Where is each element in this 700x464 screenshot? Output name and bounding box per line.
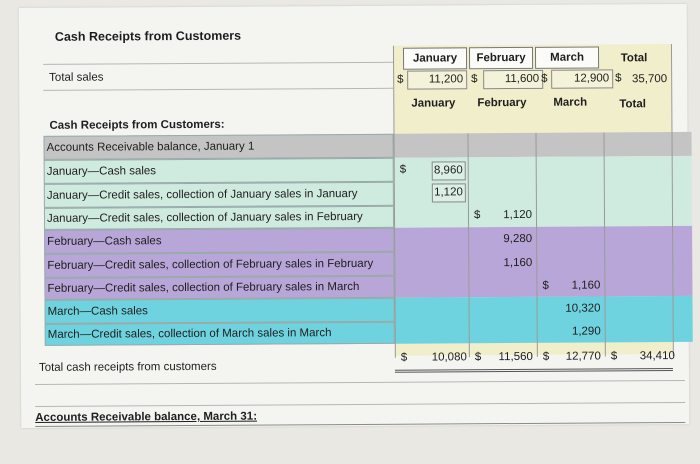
row-label: January—Credit sales, collection of January sales in February <box>46 210 363 225</box>
mar-credit-mar-value: 1,290 <box>571 325 601 338</box>
row-label: March—Cash sales <box>47 305 148 318</box>
mar-collect-feb-value: 1,160 <box>571 279 601 292</box>
total-sales-dollar-mar: $ <box>541 72 548 85</box>
total-sales-february-value: 11,600 <box>504 72 540 86</box>
feb-credit-feb-value: 1,160 <box>503 256 533 270</box>
divider <box>35 380 685 385</box>
subheader-january: January <box>411 97 456 110</box>
ar-march-label: Accounts Receivable balance, March 31: <box>35 410 258 424</box>
page-title: Cash Receipts from Customers <box>54 28 242 44</box>
section-label: Cash Receipts from Customers: <box>49 118 225 132</box>
total-sales-january-input[interactable] <box>407 70 467 89</box>
total-receipts-dollar-mar: $ <box>542 350 550 363</box>
total-receipts-dollar-feb: $ <box>474 351 482 364</box>
subheader-total: Total <box>619 98 646 111</box>
total-receipts-february-value: 11,560 <box>498 350 533 364</box>
feb-collect-jan-value: 1,120 <box>503 208 533 222</box>
total-receipts-january-value: 10,080 <box>431 351 467 364</box>
row-label: March—Credit sales, collection of March sales in March <box>47 327 332 341</box>
mar-collect-feb-dollar: $ <box>542 279 549 292</box>
jan-credit-jan-value: 1,120 <box>434 186 463 199</box>
total-sales-total-value: 35,700 <box>631 73 668 86</box>
subheader-march: March <box>553 96 588 109</box>
row-label-box <box>44 182 394 208</box>
jan-cash-sales-value: 8,960 <box>433 164 463 177</box>
header-february: February <box>469 47 533 69</box>
row-label-box <box>44 158 394 184</box>
row-label: February—Credit sales, collection of February sales in February <box>47 257 374 272</box>
total-sales-february-input[interactable] <box>483 70 543 89</box>
jan-credit-jan-input[interactable] <box>432 183 466 202</box>
divider <box>35 402 685 407</box>
total-sales-march-input[interactable] <box>551 69 613 88</box>
total-receipts-label: Total cash receipts from customers <box>38 360 217 374</box>
row-label-box <box>44 252 394 278</box>
total-receipts-total-value: 34,410 <box>639 350 675 363</box>
row-label-box <box>44 206 394 230</box>
feb-cash-sales-value: 9,280 <box>503 232 533 246</box>
total-sales-label: Total sales <box>49 71 104 84</box>
divider <box>43 62 393 65</box>
jan-cash-sales-input[interactable] <box>432 161 466 180</box>
header-march: March <box>535 47 599 69</box>
total-receipts-march-value: 12,770 <box>565 350 601 363</box>
total-sales-january-value: 11,200 <box>428 73 464 86</box>
jan-cash-dollar: $ <box>399 163 407 176</box>
row-label-box <box>45 298 395 324</box>
total-receipts-dollar-total: $ <box>610 350 618 363</box>
row-label-box <box>44 134 394 160</box>
header-total: Total <box>620 52 648 65</box>
row-label: February—Cash sales <box>47 235 162 248</box>
row-label: February—Credit sales, collection of February sales in March <box>47 280 360 295</box>
header-january: January <box>403 47 467 69</box>
subheader-february: February <box>477 96 527 110</box>
total-sales-dollar-total: $ <box>615 72 622 85</box>
total-receipts-dollar-jan: $ <box>400 351 408 364</box>
row-label-box <box>44 228 394 254</box>
mar-cash-sales-value: 10,320 <box>565 302 601 315</box>
total-sales-dollar-jan: $ <box>397 73 404 86</box>
total-sales-march-value: 12,900 <box>573 72 610 85</box>
row-label-box <box>44 276 394 300</box>
row-label: January—Credit sales, collection of January sales in January <box>46 187 358 202</box>
row-label: Accounts Receivable balance, January 1 <box>46 140 255 154</box>
row-label: January—Cash sales <box>46 165 157 178</box>
divider <box>43 88 393 91</box>
row-label-box <box>45 322 395 346</box>
feb-collect-jan-dollar: $ <box>473 209 481 222</box>
total-sales-dollar-feb: $ <box>471 73 478 86</box>
worksheet <box>19 4 690 428</box>
